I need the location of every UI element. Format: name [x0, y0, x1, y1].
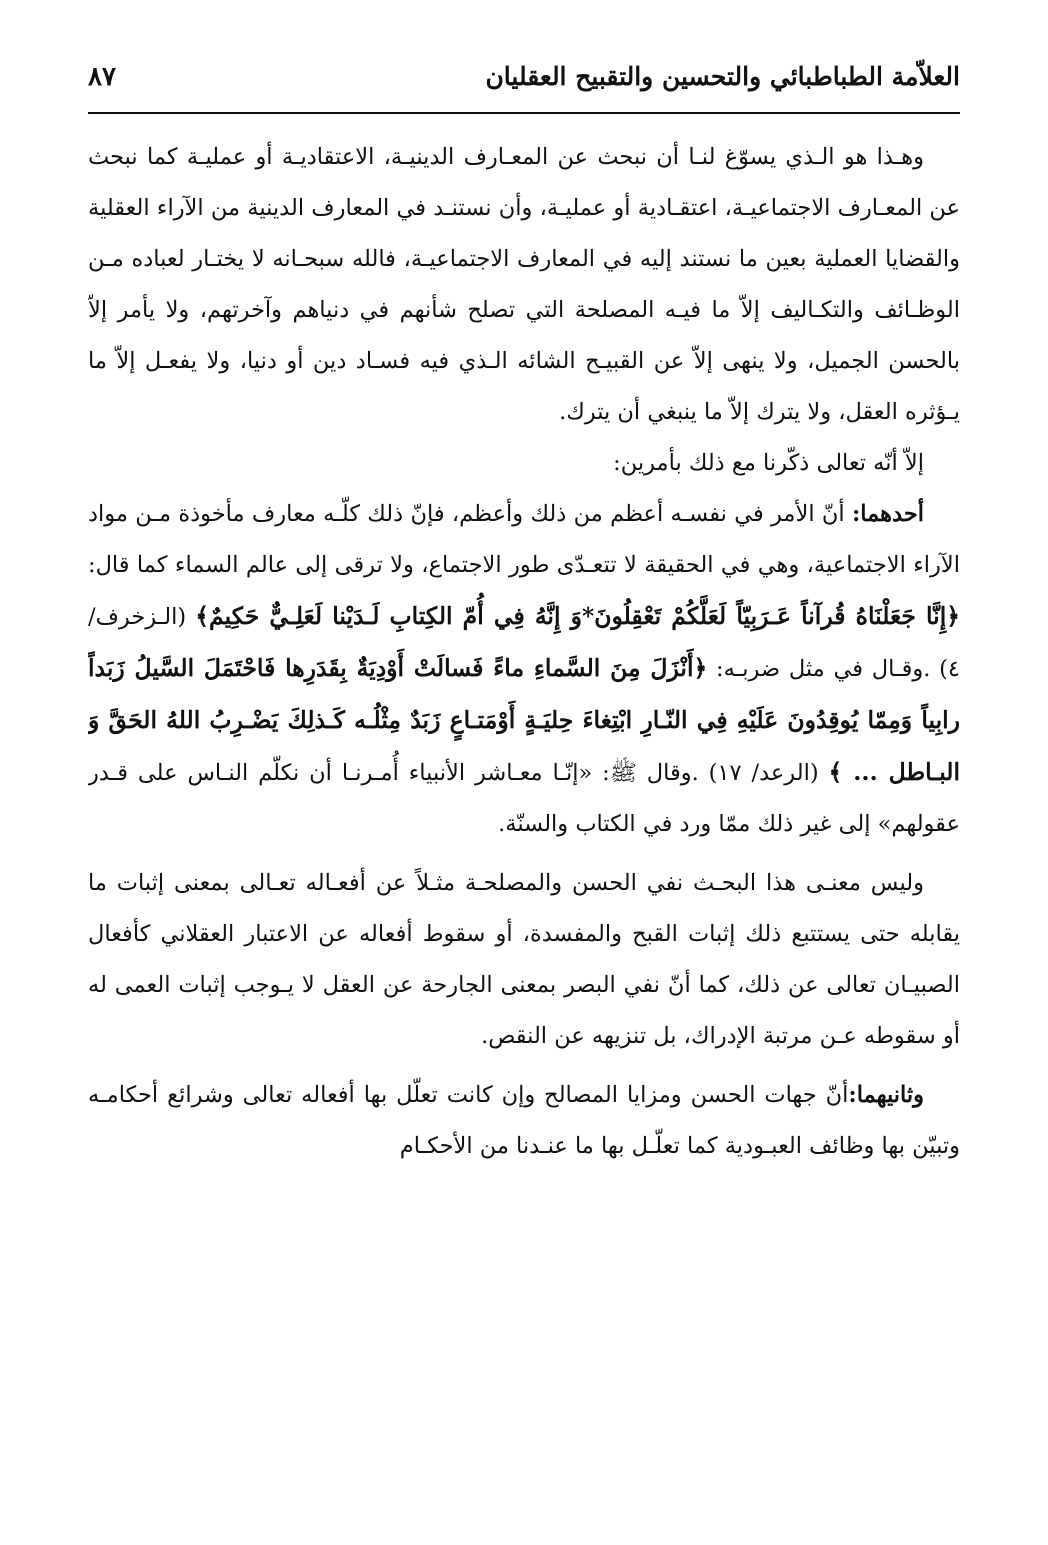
book-page [88, 54, 960, 1514]
page-number: ٨٧ [88, 62, 116, 92]
paragraph-3 [88, 489, 960, 850]
paragraph-3-text-3: (الرعد/ ١٧) .وقال ﷺ: «إنّـا معـاشر الأنبياء أُمـرنـا أن نكلّم النـاس على قـدر عقولهم» إلى غير ذلك ممّا ورد في الكتاب والسنّة. [88, 760, 960, 837]
paragraph-3-text-2: (الـزخرف/ ٤) .وقـال في مثل ضربـه: [88, 604, 960, 682]
paragraph-4: وليس معنـى هذا البحـث نفي الحسن والمصلحـة مثـلاً عن أفعـاله تعـالى بمعنى إثبات ما يقابله حتى يستتبع ذلك إثبات القبح والمفسدة، أو سقوط أفعاله عن الاعتبار العقلاني كأفعال الصبيـان تعالى عن ذلك، كما أنّ نفي البصر بمعنى الجارحة عن العقل لا يـوجب إثبات العمى له أو سقوطه عـن مرتبة الإدراك، بل تنزيهه عن النقص. [88, 870, 960, 1049]
paragraph-1: وهـذا هو الـذي يسوّغ لنـا أن نبحث عن المعـارف الدينيـة، الاعتقاديـة أو عمليـة كما نبحث عن المعـارف الاجتماعيـة، اعتقـادية أو عمليـة، وأن نستنـد في المعارف الدينية من الآراء العقلية والقضايا العملية بعين ما نستند إليه في المعارف الاجتماعيـة، فالله سبحـانه لا يختـار لعباده مـن الوظـائف والتكـاليف إلاّ ما فيـه المصلحة التي تصلح شأنهم في دنياهم وآخرتهم، ولا يأمر إلاّ بالحسن الجميل، ولا ينهى إلاّ عن القبيـح الشائه الـذي فيه فسـاد دين أو دنيا، ولا يفعـل إلاّ ما يـؤثره العقل، ولا يترك إلاّ ما ينبغي أن يترك. [88, 144, 960, 425]
header-title: العلاّمة الطباطبائي والتحسين والتقبيح العقليان [485, 62, 960, 91]
body-text [88, 132, 960, 1172]
running-header [88, 54, 960, 114]
paragraph-3-lead: أحدهما: [851, 501, 924, 527]
paragraph-5 [88, 1070, 960, 1172]
paragraph-3-text-1: أنّ الأمر في نفسـه أعظم من ذلك وأعظم، فإنّ ذلك كلّـه معارف مأخوذة مـن مواد الآراء الاجتماعية، وهي في الحقيقة لا تتعـدّى طور الاجتماع، ولا ترقى إلى عالم السماء كما قال: [88, 501, 960, 578]
quran-verse-1: ﴿إِنَّا جَعَلْنَاهُ قُرآناً عَـرَبِيّاً لَعَلَّكُمْ تَعْقِلُونَ*وَ إِنَّهُ فِي أُمّ الكِتابِ لَـدَيْنا لَعَلِـيٌّ حَكِيمٌ﴾ [195, 602, 960, 630]
paragraph-5-text: أنّ جهات الحسن ومزايا المصالح وإن كانت تعلّل بها أفعاله تعالى وشرائع أحكامـه وتبيّن بها وظائف العبـودية كما تعلّـل بها ما عنـدنا من الأحكـام [88, 1082, 960, 1159]
paragraph-2: إلاّ أنّه تعالى ذكّرنا مع ذلك بأمرين: [613, 450, 924, 476]
quran-verse-2: ﴿أَنْزَلَ مِنَ السَّماءِ ماءً فَسالَتْ أَوْدِيَةٌ بِقَدَرِها فَاحْتَمَلَ السَّيلُ زَبَداً رابِياً وَمِمّا يُوقِدُونَ عَلَيْهِ فِي النّـارِ ابْتِغاءَ حِليَـةٍ أَوْمَتـاعٍ زَبَدٌ مِثْلُـه كَـذلِكَ يَضْـرِبُ اللهُ الحَقَّ وَ البـاطل ... ﴾ [88, 654, 960, 786]
paragraph-5-lead: وثانيهما: [848, 1082, 924, 1108]
